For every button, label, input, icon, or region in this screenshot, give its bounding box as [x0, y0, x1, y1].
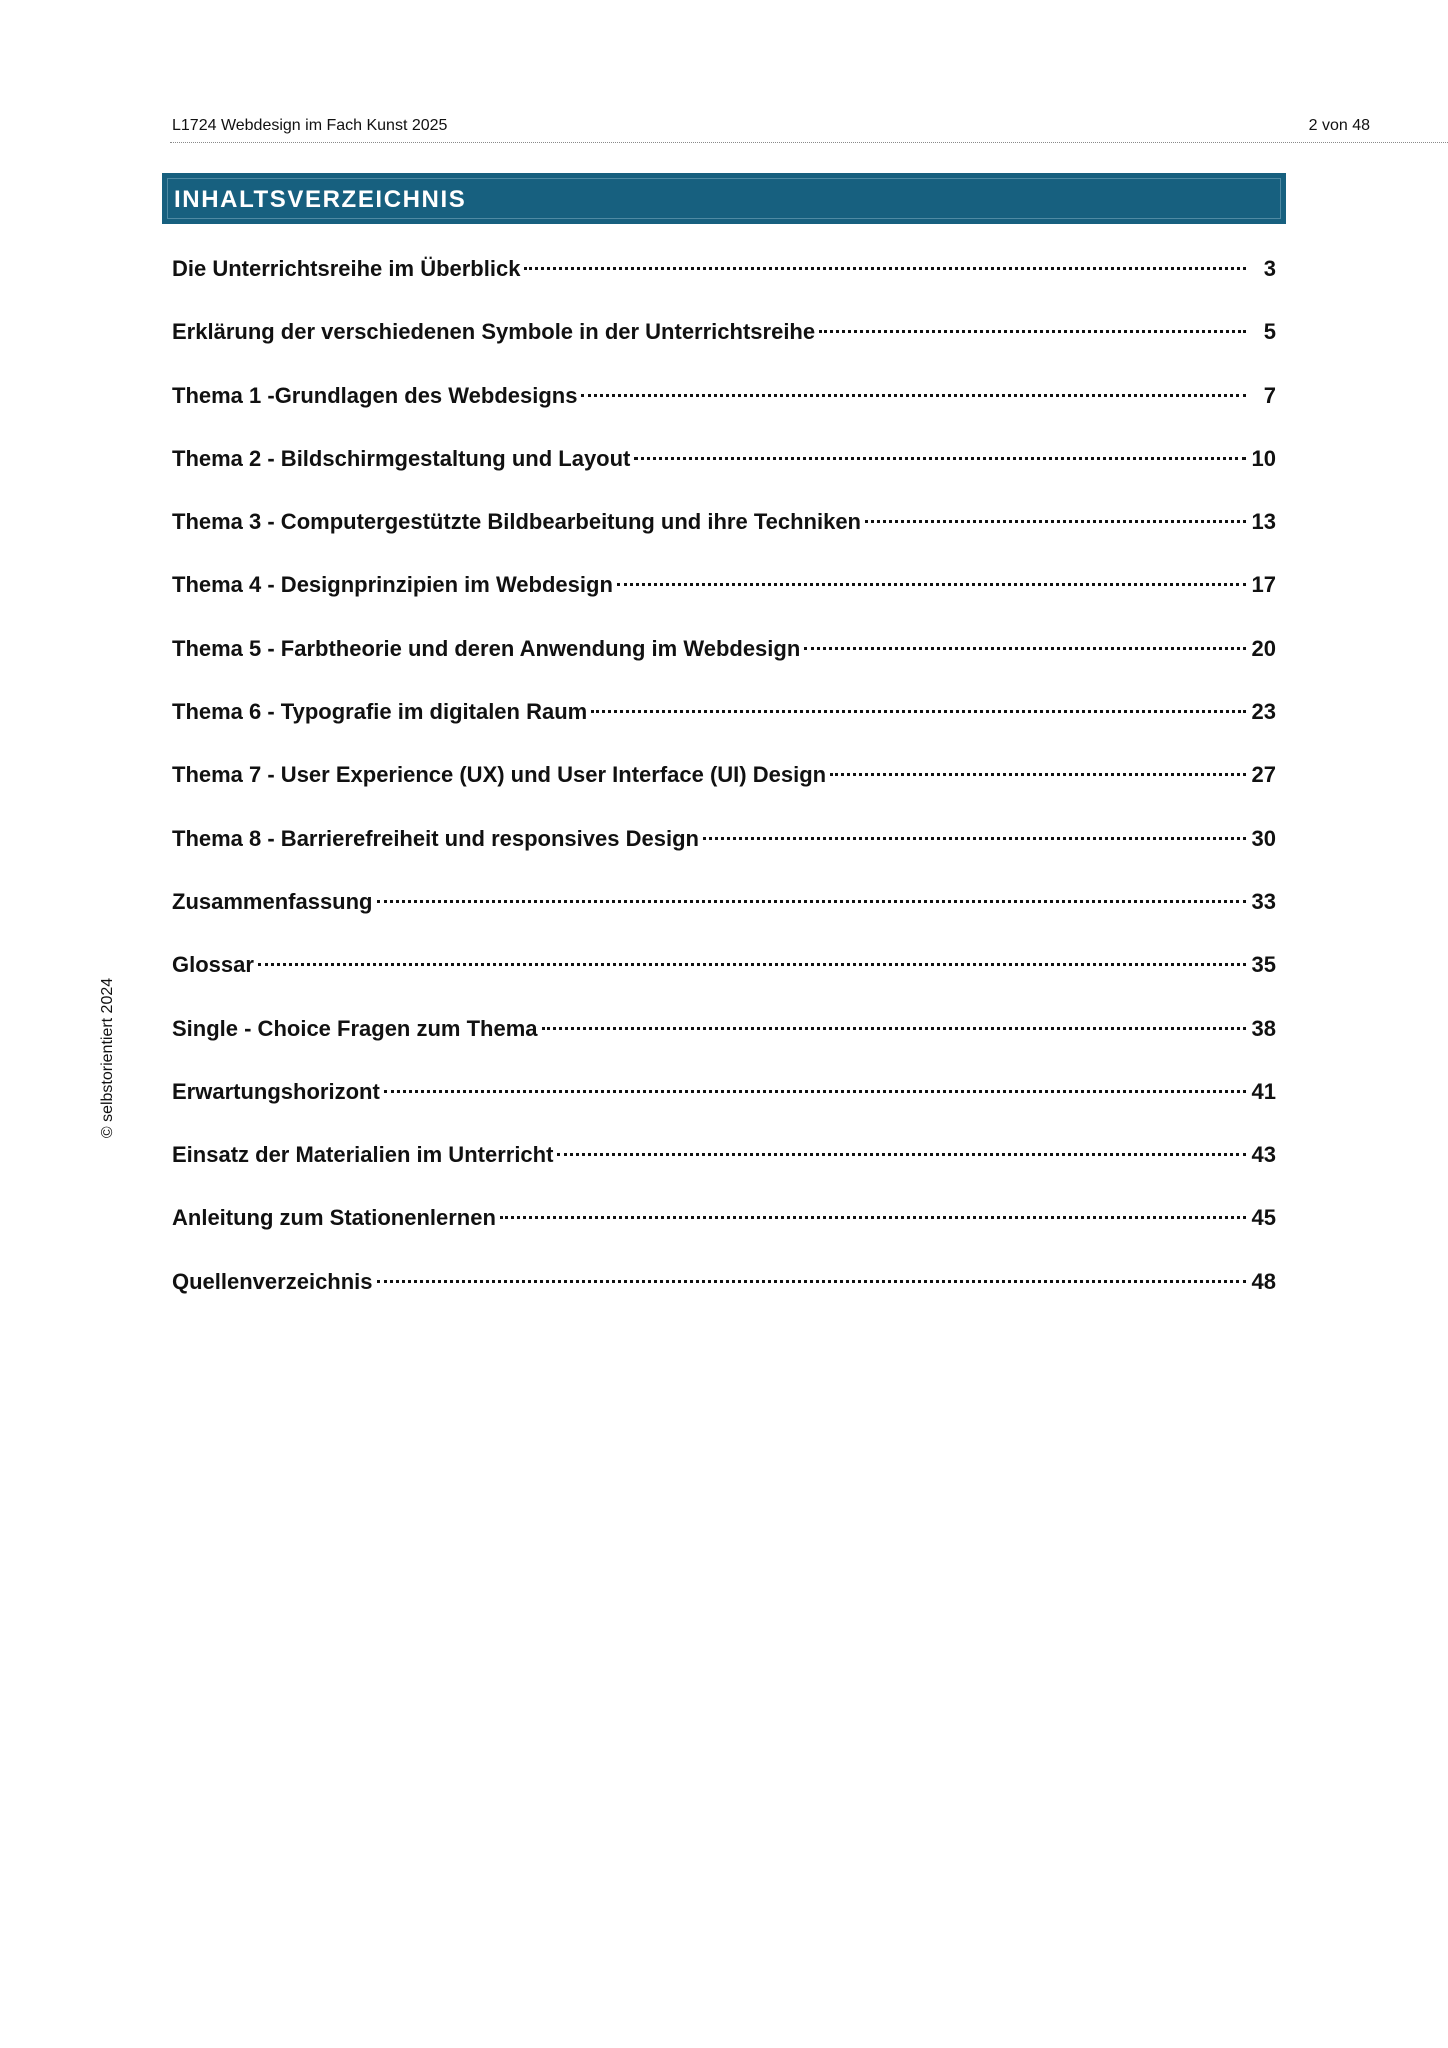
- toc-entry-page: 35: [1251, 952, 1276, 978]
- toc-leader-dots: [384, 1090, 1246, 1093]
- toc-entry-page: 30: [1251, 825, 1276, 851]
- toc-leader-dots: [819, 330, 1246, 333]
- toc-entry-label: Thema 5 - Farbtheorie und deren Anwendung im Webdesign: [172, 635, 801, 661]
- toc-entry[interactable]: [172, 691, 1276, 754]
- document-title: L1724 Webdesign im Fach Kunst 2025: [172, 117, 448, 134]
- toc-entry-label: Die Unterrichtsreihe im Überblick: [172, 256, 521, 281]
- toc-entry-label: Zusammenfassung: [172, 888, 373, 914]
- toc-entry-page: 43: [1251, 1142, 1276, 1168]
- toc-entry-label: Thema 1 -Grundlagen des Webdesigns: [172, 382, 578, 408]
- toc-entry-page: 3: [1263, 256, 1276, 281]
- copyright-notice: © selbstorientiert 2024: [99, 977, 116, 1139]
- toc-entry[interactable]: [172, 1008, 1276, 1071]
- toc-entry-page: 20: [1251, 635, 1276, 661]
- page-counter: 2 von 48: [1308, 117, 1370, 134]
- toc-entry-label: Anleitung zum Stationenlernen: [172, 1205, 496, 1231]
- toc-entry[interactable]: [172, 818, 1276, 881]
- toc-entry[interactable]: [172, 944, 1276, 1007]
- page-header: [170, 116, 1448, 143]
- toc-entry-page: 23: [1251, 699, 1276, 725]
- toc-entry-page: 41: [1251, 1078, 1276, 1104]
- toc-leader-dots: [830, 773, 1246, 776]
- toc-leader-dots: [865, 520, 1246, 523]
- toc-entry[interactable]: [172, 881, 1276, 944]
- toc-entry[interactable]: [172, 1134, 1276, 1197]
- toc-entry-label: Thema 6 - Typografie im digitalen Raum: [172, 699, 588, 725]
- toc-entry[interactable]: [172, 438, 1276, 501]
- toc-entry-page: 33: [1251, 888, 1276, 914]
- toc-entry[interactable]: [172, 248, 1276, 311]
- toc-leader-dots: [617, 583, 1246, 586]
- toc-entry-label: Glossar: [172, 952, 254, 978]
- toc-leader-dots: [258, 963, 1246, 966]
- toc-entry-page: 38: [1251, 1015, 1276, 1041]
- toc-entry-page: 13: [1251, 509, 1276, 535]
- toc-entry-label: Erwartungshorizont: [172, 1078, 380, 1104]
- toc-leader-dots: [804, 647, 1246, 650]
- toc-leader-dots: [524, 267, 1246, 270]
- toc-entry-page: 10: [1251, 445, 1276, 471]
- toc-leader-dots: [581, 394, 1246, 397]
- toc-entry[interactable]: [172, 1071, 1276, 1134]
- toc-entry-label: Thema 7 - User Experience (UX) und User Interface (UI) Design: [172, 762, 827, 788]
- toc-leader-dots: [377, 1280, 1246, 1283]
- toc-title: INHALTSVERZEICHNIS: [174, 186, 467, 213]
- toc-entry[interactable]: [172, 628, 1276, 691]
- toc-leader-dots: [557, 1153, 1246, 1156]
- toc-leader-dots: [542, 1027, 1246, 1030]
- toc-entry-label: Thema 2 - Bildschirmgestaltung und Layout: [172, 445, 631, 471]
- toc-entry-label: Quellenverzeichnis: [172, 1268, 373, 1294]
- toc-entry-label: Thema 8 - Barrierefreiheit und responsives Design: [172, 825, 699, 851]
- toc-entry-page: 48: [1251, 1268, 1276, 1294]
- toc-entry[interactable]: [172, 501, 1276, 564]
- toc-entry-page: 17: [1251, 572, 1276, 598]
- toc-entry-label: Thema 3 - Computergestützte Bildbearbeitung und ihre Techniken: [172, 509, 861, 535]
- toc-list: [172, 248, 1276, 1324]
- toc-leader-dots: [500, 1216, 1246, 1219]
- toc-entry[interactable]: [172, 375, 1276, 438]
- toc-entry[interactable]: [172, 1261, 1276, 1324]
- toc-entry-label: Thema 4 - Designprinzipien im Webdesign: [172, 572, 613, 598]
- toc-leader-dots: [591, 710, 1246, 713]
- toc-leader-dots: [703, 837, 1246, 840]
- toc-leader-dots: [634, 457, 1246, 460]
- toc-entry-page: 5: [1263, 319, 1276, 345]
- toc-entry-label: Single - Choice Fragen zum Thema: [172, 1015, 538, 1041]
- toc-entry-page: 27: [1251, 762, 1276, 788]
- toc-entry[interactable]: [172, 754, 1276, 817]
- toc-leader-dots: [377, 900, 1247, 903]
- toc-banner: [162, 173, 1286, 224]
- toc-entry[interactable]: [172, 564, 1276, 627]
- toc-entry-page: 45: [1251, 1205, 1276, 1231]
- toc-entry-label: Einsatz der Materialien im Unterricht: [172, 1142, 554, 1168]
- toc-entry[interactable]: [172, 1197, 1276, 1260]
- toc-entry[interactable]: [172, 311, 1276, 374]
- toc-entry-label: Erklärung der verschiedenen Symbole in der Unterrichtsreihe: [172, 319, 816, 345]
- toc-entry-page: 7: [1263, 382, 1276, 408]
